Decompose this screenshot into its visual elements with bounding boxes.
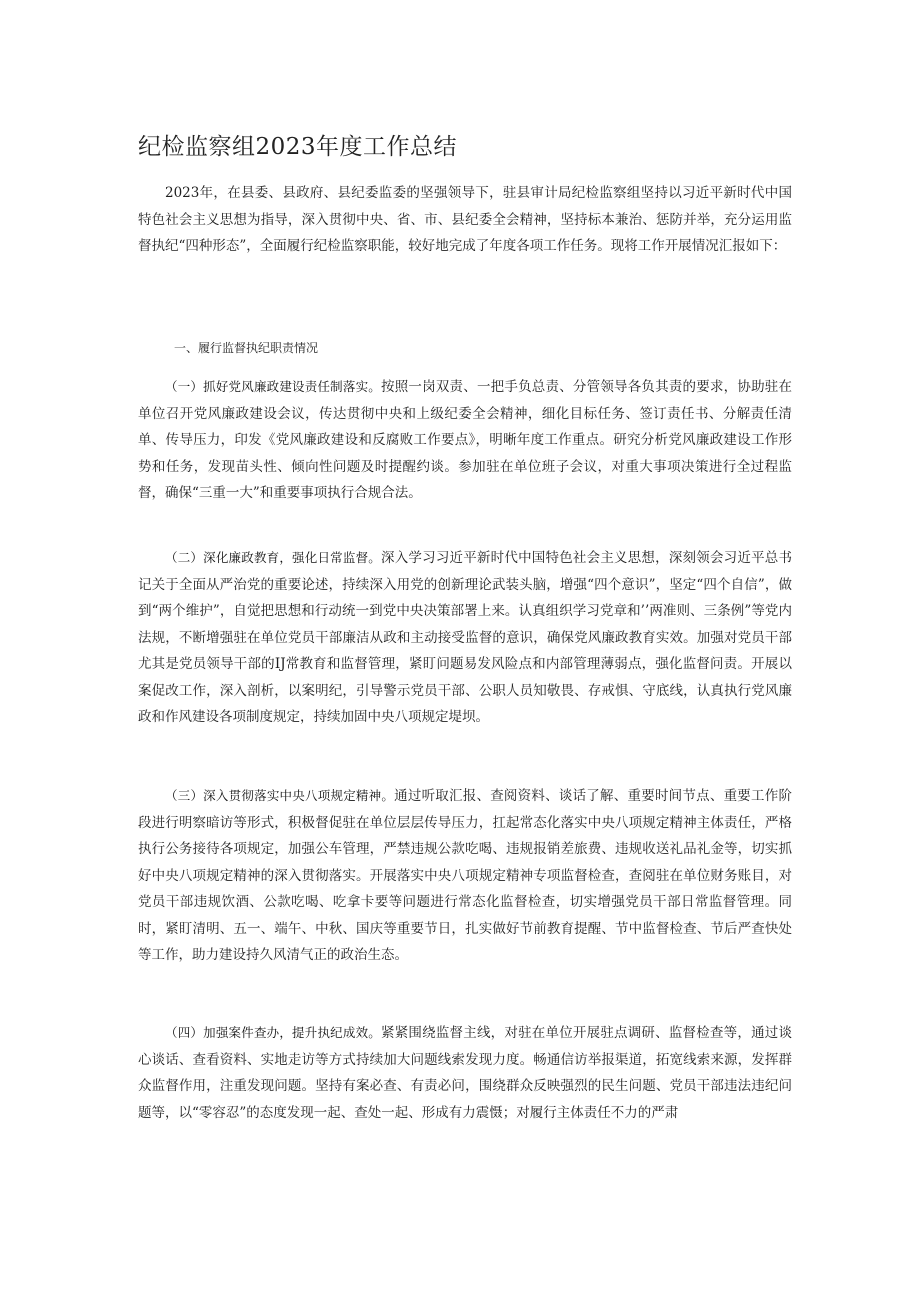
paragraph-3 bbox=[138, 783, 792, 969]
intro-paragraph: 2023年，在县委、县政府、县纪委监委的坚强领导下，驻县审计局纪检监察组坚持以习近平新时代中国特色社会主义思想为指导，深入贯彻中央、省、市、县纪委全会精神，坚持标本兼治、惩防并举，充分运用监督执纪“四种形态”，全面履行纪检监察职能，较好地完成了年度各项工作任务。现将工作开展情况汇报如下： bbox=[138, 185, 792, 254]
section-heading: 一、履行监督执纪职责情况 bbox=[174, 341, 319, 355]
paragraph-1-lead: （一）抓好党风廉政建设责任制落实。 bbox=[165, 379, 382, 394]
paragraph-3-lead: （三）深入贯彻落实中央八项规定精神。 bbox=[165, 788, 395, 803]
paragraph-1 bbox=[138, 374, 792, 507]
paragraph-2-text: 深入学习习近平新时代中国特色社会主义思想，深刻领会习近平总书记关于全面从严治党的重要论述，持续深入用党的创新理论武装头脑，增强“四个意识”，坚定“四个自信”，做到“两个维护”，自觉把思想和行动统一到党中央决策部署上来。认真组织学习党章和’’两准则、三条例”等党内法规，不断增强驻在单位党员干部廉洁从政和主动接受监督的意识，确保党风廉政教育实效。加强对党员干部尤其是党员领导干部的IJ常教育和监督管理，紧盯问题易发风险点和内部管理薄弱点，强化监督问责。开展以案促改工作，深入剖析，以案明纪，引导警示党员干部、公职人员知敬畏、存戒惧、守底线，认真执行党风廉政和作风建设各项制度规定，持续加固中央八项规定堤坝。 bbox=[138, 550, 792, 725]
paragraph-4-lead: （四）加强案件查办，提升执纪成效。 bbox=[165, 1025, 382, 1040]
paragraph-3-text: 通过听取汇报、查阅资料、谈话了解、重要时间节点、重要工作阶段进行明察暗访等形式，积极督促驻在单位层层传导压力，扛起常态化落实中央八项规定精神主体责任，严格执行公务接待各项规定，加强公车管理，严禁违规公款吃喝、违规报销差旅费、违规收送礼品礼金等，切实抓好中央八项规定精神的深入贯彻落实。开展落实中央八项规定精神专项监督检查，查阅驻在单位财务账目，对党员干部违规饮酒、公款吃喝、吃拿卡要等问题进行常态化监督检查，切实增强党员干部日常监督管理。同时，紧盯清明、五一、端午、中秋、国庆等重要节日，扎实做好节前教育提醒、节中监督检查、节后严查快处等工作，助力建设持久风清气正的政治生态。 bbox=[138, 788, 792, 963]
paragraph-4-text: 紧紧围绕监督主线，对驻在单位开展驻点调研、监督检查等，通过谈心谈话、查看资料、实地走访等方式持续加大问题线索发现力度。畅通信访举报渠道，拓宽线索来源，发挥群众监督作用，注重发现问题。坚持有案必查、有责必问，围绕群众反映强烈的民生问题、党员干部违法违纪问题等，以“零容忍”的态度发现一起、查处一起、形成有力震慑；对履行主体责任不力的严肃 bbox=[138, 1025, 792, 1121]
document-title: 纪检监察组2023年度工作总结 bbox=[138, 134, 458, 160]
paragraph-2 bbox=[138, 545, 792, 731]
paragraph-1-text: 按照一岗双责、一把手负总责、分管领导各负其责的要求，协助驻在单位召开党风廉政建设会议，传达贯彻中央和上级纪委全会精神，细化目标任务、签订责任书、分解责任清单、传导压力，印发《党风廉政建设和反腐败工作要点》，明晰年度工作重点。研究分析党风廉政建设工作形势和任务，发现苗头性、倾向性问题及时提醒约谈。参加驻在单位班子会议，对重大事项决策进行全过程监督，确保“三重一大”和重要事项执行合规合法。 bbox=[138, 379, 792, 501]
paragraph-2-lead: （二）深化廉政教育，强化日常监督。 bbox=[165, 550, 382, 565]
paragraph-4 bbox=[138, 1020, 792, 1126]
